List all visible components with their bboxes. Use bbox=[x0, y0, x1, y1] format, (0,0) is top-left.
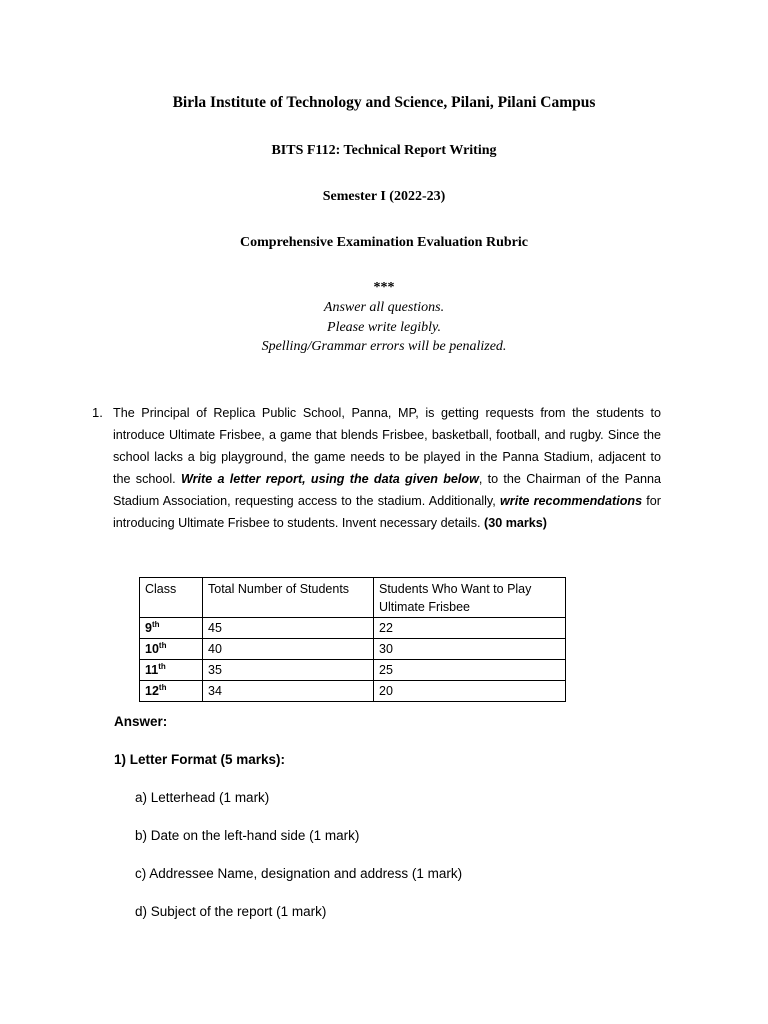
class-number: 9 bbox=[145, 621, 152, 635]
table-header-row bbox=[140, 578, 566, 618]
cell-total: 34 bbox=[203, 681, 374, 702]
rubric-item-letterhead: a) Letterhead (1 mark) bbox=[135, 790, 270, 805]
table-row bbox=[140, 681, 566, 702]
class-suffix: th bbox=[158, 682, 167, 692]
cell-class bbox=[140, 660, 203, 681]
answer-label: Answer: bbox=[114, 714, 168, 729]
question-text bbox=[113, 403, 661, 534]
question-emphasis-letter: Write a letter report, using the data given below bbox=[180, 471, 479, 486]
header-class: Class bbox=[140, 578, 203, 618]
question-marks: (30 marks) bbox=[484, 515, 548, 530]
rubric-item-date: b) Date on the left-hand side (1 mark) bbox=[135, 828, 360, 843]
letter-format-heading: 1) Letter Format (5 marks): bbox=[114, 752, 286, 767]
cell-total: 45 bbox=[203, 618, 374, 639]
cell-total: 40 bbox=[203, 639, 374, 660]
instruction-1: Answer all questions. bbox=[323, 300, 445, 315]
table-row bbox=[140, 639, 566, 660]
rubric-item-addressee: c) Addressee Name, designation and address (1 mark) bbox=[135, 866, 463, 881]
separator-stars: *** bbox=[373, 280, 395, 295]
cell-want: 25 bbox=[374, 660, 566, 681]
class-number: 12 bbox=[145, 684, 159, 698]
question-text-part2: , to the Chairman of the Panna Stadium Association, requesting access to the stadium. Additionally, bbox=[113, 471, 661, 508]
table-row bbox=[140, 618, 566, 639]
rubric-title: Comprehensive Examination Evaluation Rubric bbox=[240, 235, 528, 250]
semester-label: Semester I (2022-23) bbox=[322, 189, 446, 204]
cell-total: 35 bbox=[203, 660, 374, 681]
cell-class bbox=[140, 681, 203, 702]
students-table bbox=[139, 577, 566, 702]
cell-want: 20 bbox=[374, 681, 566, 702]
class-suffix: th bbox=[158, 640, 167, 650]
header-total: Total Number of Students bbox=[203, 578, 374, 618]
question-number: 1. bbox=[92, 405, 103, 420]
class-number: 10 bbox=[145, 642, 159, 656]
class-suffix: th bbox=[158, 661, 166, 671]
cell-want: 22 bbox=[374, 618, 566, 639]
cell-class bbox=[140, 639, 203, 660]
cell-class bbox=[140, 618, 203, 639]
course-title: BITS F112: Technical Report Writing bbox=[271, 143, 497, 158]
table-row bbox=[140, 660, 566, 681]
rubric-item-subject: d) Subject of the report (1 mark) bbox=[135, 904, 327, 919]
question-text-part1: The Principal of Replica Public School, Panna, MP, is getting requests from the students to introduce Ultimate Frisbee, a game that blends Frisbee, basketball, football, and rugby. Since the school lacks a big playground, the game needs to be played in the Panna Stadium, adjacent to the school. bbox=[113, 406, 661, 486]
question-text-part3: for introducing Ultimate Frisbee to students. Invent necessary details. bbox=[113, 493, 662, 530]
instruction-2: Please write legibly. bbox=[327, 320, 441, 335]
class-suffix: th bbox=[151, 619, 160, 629]
instruction-3: Spelling/Grammar errors will be penalized. bbox=[261, 339, 507, 354]
header-want: Students Who Want to Play Ultimate Frisbee bbox=[374, 578, 566, 618]
class-number: 11 bbox=[145, 663, 159, 677]
institution-heading: Birla Institute of Technology and Science, Pilani, Pilani Campus bbox=[172, 94, 596, 111]
cell-want: 30 bbox=[374, 639, 566, 660]
question-emphasis-recommendations: write recommendations bbox=[500, 493, 643, 508]
